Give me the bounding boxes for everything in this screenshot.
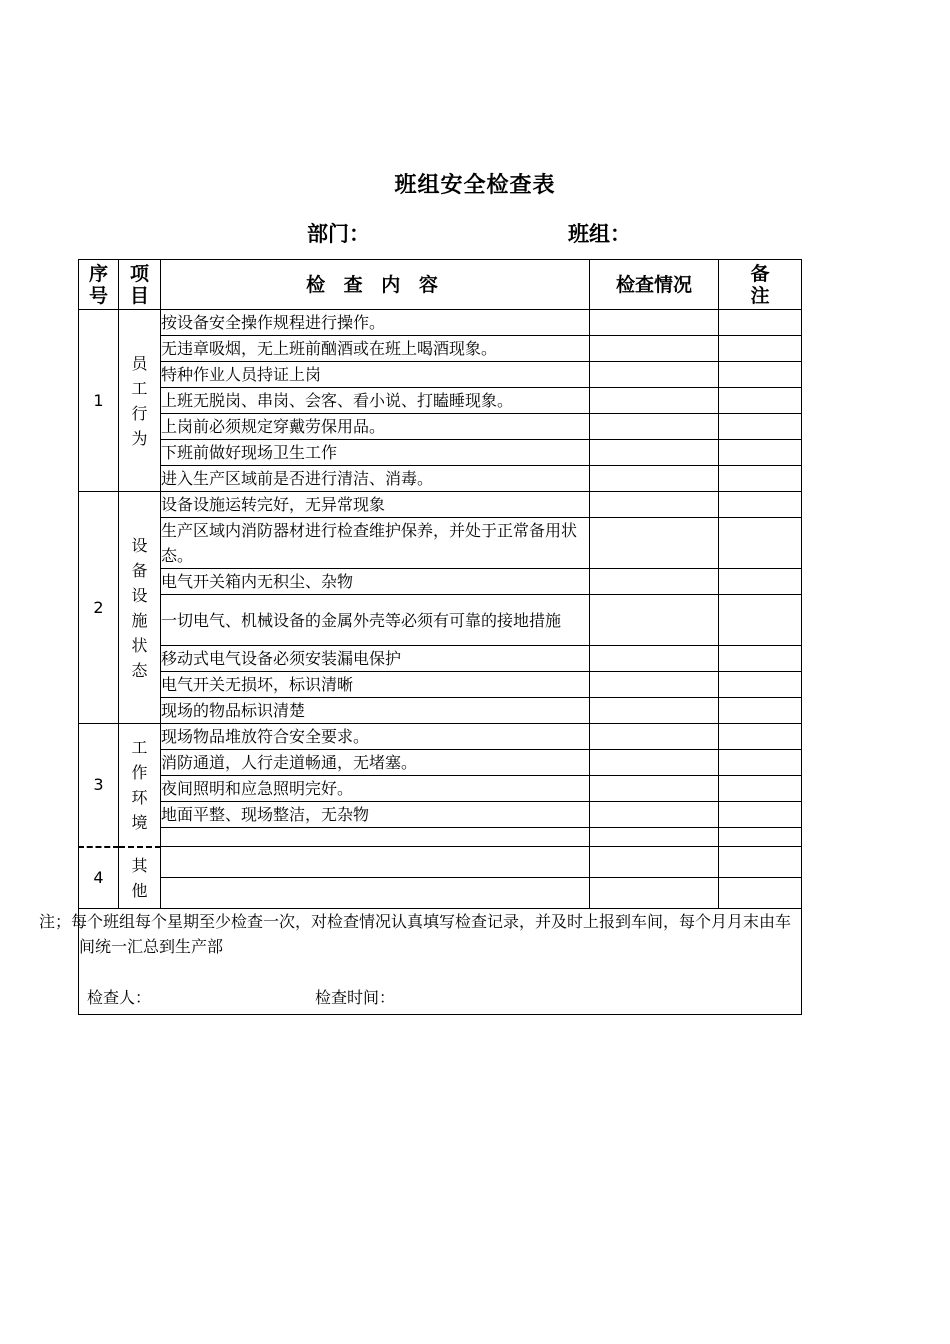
table-header-row xyxy=(79,260,802,310)
check-item: 夜间照明和应急照明完好。 xyxy=(161,776,590,802)
remark-cell[interactable] xyxy=(719,336,802,362)
status-cell[interactable] xyxy=(590,440,719,466)
status-cell[interactable] xyxy=(590,646,719,672)
remark-cell[interactable] xyxy=(719,750,802,776)
department-label: 部门： xyxy=(307,222,370,246)
table-row xyxy=(79,595,802,646)
table-row xyxy=(79,878,802,909)
remark-cell[interactable] xyxy=(719,698,802,724)
remark-cell[interactable] xyxy=(719,518,802,569)
team-label: 班组： xyxy=(568,222,631,246)
status-cell[interactable] xyxy=(590,724,719,750)
status-cell[interactable] xyxy=(590,388,719,414)
check-item: 移动式电气设备必须安装漏电保护 xyxy=(161,646,590,672)
status-cell[interactable] xyxy=(590,672,719,698)
table-row xyxy=(79,388,802,414)
status-cell[interactable] xyxy=(590,828,719,847)
check-item: 按设备安全操作规程进行操作。 xyxy=(161,310,590,336)
remark-cell[interactable] xyxy=(719,847,802,878)
check-item[interactable] xyxy=(161,847,590,878)
status-cell[interactable] xyxy=(590,310,719,336)
check-item: 生产区域内消防器材进行检查维护保养，并处于正常备用状态。 xyxy=(161,518,590,569)
check-item: 一切电气、机械设备的金属外壳等必须有可靠的接地措施 xyxy=(161,595,590,646)
status-cell[interactable] xyxy=(590,698,719,724)
remark-cell[interactable] xyxy=(719,362,802,388)
table-row xyxy=(79,646,802,672)
table-row xyxy=(79,698,802,724)
table-row xyxy=(79,492,802,518)
header-content: 检 查 内 容 xyxy=(161,260,590,310)
status-cell[interactable] xyxy=(590,518,719,569)
remark-cell[interactable] xyxy=(719,492,802,518)
status-cell[interactable] xyxy=(590,336,719,362)
header-status: 检查情况 xyxy=(590,260,719,310)
table-row xyxy=(79,414,802,440)
seq-cell: 4 xyxy=(79,847,119,909)
check-item[interactable] xyxy=(161,828,590,847)
remark-cell[interactable] xyxy=(719,828,802,847)
check-item: 现场的物品标识清楚 xyxy=(161,698,590,724)
header-item: 项目 xyxy=(119,260,161,310)
table-row xyxy=(79,336,802,362)
category-cell: 其他 xyxy=(119,847,161,909)
check-item: 消防通道，人行走道畅通，无堵塞。 xyxy=(161,750,590,776)
check-item: 无违章吸烟，无上班前酗酒或在班上喝酒现象。 xyxy=(161,336,590,362)
table-row xyxy=(79,466,802,492)
status-cell[interactable] xyxy=(590,492,719,518)
remark-cell[interactable] xyxy=(719,440,802,466)
remark-cell[interactable] xyxy=(719,646,802,672)
category-cell: 工作环境 xyxy=(119,724,161,847)
status-cell[interactable] xyxy=(590,802,719,828)
status-cell[interactable] xyxy=(590,569,719,595)
remark-cell[interactable] xyxy=(719,595,802,646)
remark-cell[interactable] xyxy=(719,776,802,802)
status-cell[interactable] xyxy=(590,466,719,492)
page-title: 班组安全检查表 xyxy=(394,173,556,198)
check-item: 电气开关无损坏，标识清晰 xyxy=(161,672,590,698)
header-remark: 备注 xyxy=(719,260,802,310)
inspector-label: 检查人： xyxy=(87,988,152,1007)
status-cell[interactable] xyxy=(590,750,719,776)
remark-cell[interactable] xyxy=(719,569,802,595)
check-item: 地面平整、现场整洁，无杂物 xyxy=(161,802,590,828)
seq-cell: 3 xyxy=(79,724,119,847)
seq-cell: 1 xyxy=(79,310,119,492)
table-row xyxy=(79,802,802,828)
table-row xyxy=(79,440,802,466)
remark-cell[interactable] xyxy=(719,724,802,750)
category-cell: 设备设施状态 xyxy=(119,492,161,724)
table-row xyxy=(79,828,802,847)
table-row xyxy=(79,724,802,750)
check-item: 电气开关箱内无积尘、杂物 xyxy=(161,569,590,595)
table-row xyxy=(79,518,802,569)
note-row xyxy=(79,909,802,1015)
status-cell[interactable] xyxy=(590,362,719,388)
remark-cell[interactable] xyxy=(719,672,802,698)
inspection-table xyxy=(39,259,802,1015)
status-cell[interactable] xyxy=(590,847,719,878)
status-cell[interactable] xyxy=(590,776,719,802)
table-row xyxy=(79,672,802,698)
check-item: 设备设施运转完好，无异常现象 xyxy=(161,492,590,518)
remark-cell[interactable] xyxy=(719,466,802,492)
header-seq: 序号 xyxy=(79,260,119,310)
category-cell: 员工行为 xyxy=(119,310,161,492)
table-row xyxy=(79,776,802,802)
table-row xyxy=(79,310,802,336)
status-cell[interactable] xyxy=(590,414,719,440)
note-text: 注；每个班组每个星期至少检查一次，对检查情况认真填写检查记录，并及时上报到车间，每个月月末由车间统一汇总到生产部 xyxy=(79,909,802,1015)
remark-cell[interactable] xyxy=(719,388,802,414)
check-item: 进入生产区域前是否进行清洁、消毒。 xyxy=(161,466,590,492)
inspection-time-label: 检查时间： xyxy=(315,988,396,1007)
check-item: 上岗前必须规定穿戴劳保用品。 xyxy=(161,414,590,440)
table-row xyxy=(79,750,802,776)
table-row xyxy=(79,362,802,388)
status-cell[interactable] xyxy=(590,878,719,909)
check-item: 上班无脱岗、串岗、会客、看小说、打瞌睡现象。 xyxy=(161,388,590,414)
remark-cell[interactable] xyxy=(719,414,802,440)
check-item: 现场物品堆放符合安全要求。 xyxy=(161,724,590,750)
seq-cell: 2 xyxy=(79,492,119,724)
remark-cell[interactable] xyxy=(719,802,802,828)
remark-cell[interactable] xyxy=(719,878,802,909)
check-item[interactable] xyxy=(161,878,590,909)
table-row xyxy=(79,847,802,878)
status-cell[interactable] xyxy=(590,595,719,646)
check-item: 特种作业人员持证上岗 xyxy=(161,362,590,388)
remark-cell[interactable] xyxy=(719,310,802,336)
table-row xyxy=(79,569,802,595)
check-item: 下班前做好现场卫生工作 xyxy=(161,440,590,466)
